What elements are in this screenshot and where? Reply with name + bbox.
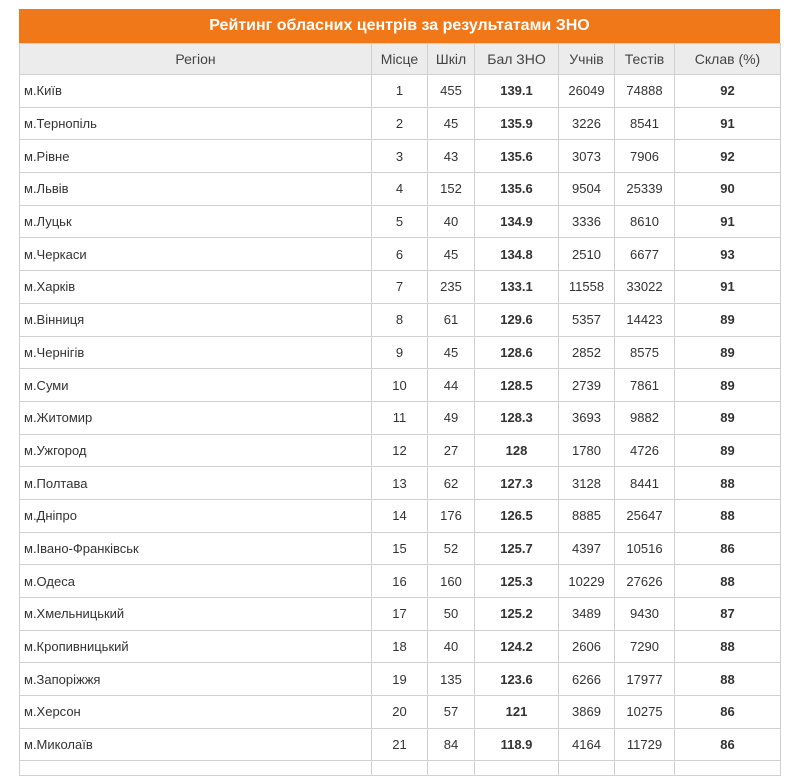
rating-table-container	[19, 9, 780, 776]
cell-score: 128	[475, 434, 559, 467]
cell-students: 3489	[559, 598, 615, 631]
column-header-region: Регіон	[20, 44, 372, 75]
cell-place: 17	[372, 598, 428, 631]
cell-score: 124.2	[475, 630, 559, 663]
cell-score: 135.9	[475, 107, 559, 140]
cell-tests: 7861	[615, 369, 675, 402]
header-row	[20, 44, 781, 75]
cell-tests: 8575	[615, 336, 675, 369]
table-row	[20, 565, 781, 598]
cell-pass-rate: 91	[675, 107, 781, 140]
cell-place: 20	[372, 696, 428, 729]
cell-pass-rate: 86	[675, 728, 781, 761]
cell-score: 128.5	[475, 369, 559, 402]
cell-students: 2510	[559, 238, 615, 271]
cell-score: 121	[475, 696, 559, 729]
table-title: Рейтинг обласних центрів за результатами ЗНО	[19, 9, 780, 43]
cell-place: 12	[372, 434, 428, 467]
cell-schools: 45	[428, 107, 475, 140]
cell-score: 134.8	[475, 238, 559, 271]
table-row-partial	[20, 761, 781, 776]
cell-place: 15	[372, 532, 428, 565]
cell-pass-rate: 86	[675, 532, 781, 565]
cell-region: м.Суми	[20, 369, 372, 402]
cell-schools: 50	[428, 598, 475, 631]
table-row	[20, 728, 781, 761]
cell-region: м.Тернопіль	[20, 107, 372, 140]
cell-pass-rate: 87	[675, 598, 781, 631]
cell-tests: 14423	[615, 303, 675, 336]
table-row	[20, 271, 781, 304]
cell-students: 3693	[559, 401, 615, 434]
cell-region: м.Херсон	[20, 696, 372, 729]
cell-students: 3336	[559, 205, 615, 238]
cell-students: 8885	[559, 499, 615, 532]
rating-table	[19, 43, 781, 776]
cell-score: 133.1	[475, 271, 559, 304]
cell-place: 21	[372, 728, 428, 761]
cell-score: 128.6	[475, 336, 559, 369]
cell-empty	[615, 761, 675, 776]
cell-schools: 160	[428, 565, 475, 598]
cell-place: 2	[372, 107, 428, 140]
cell-empty	[675, 761, 781, 776]
cell-tests: 8441	[615, 467, 675, 500]
cell-schools: 235	[428, 271, 475, 304]
cell-pass-rate: 92	[675, 140, 781, 173]
cell-students: 1780	[559, 434, 615, 467]
cell-place: 9	[372, 336, 428, 369]
table-body	[20, 75, 781, 776]
cell-schools: 57	[428, 696, 475, 729]
table-row	[20, 75, 781, 108]
cell-score: 126.5	[475, 499, 559, 532]
table-row	[20, 401, 781, 434]
cell-schools: 52	[428, 532, 475, 565]
cell-students: 2852	[559, 336, 615, 369]
cell-tests: 74888	[615, 75, 675, 108]
cell-pass-rate: 86	[675, 696, 781, 729]
cell-tests: 9430	[615, 598, 675, 631]
cell-region: м.Рівне	[20, 140, 372, 173]
table-row	[20, 173, 781, 206]
cell-place: 4	[372, 173, 428, 206]
table-row	[20, 238, 781, 271]
column-header-place: Місце	[372, 44, 428, 75]
table-row	[20, 598, 781, 631]
cell-schools: 61	[428, 303, 475, 336]
cell-tests: 10275	[615, 696, 675, 729]
cell-score: 129.6	[475, 303, 559, 336]
cell-schools: 40	[428, 630, 475, 663]
cell-pass-rate: 91	[675, 271, 781, 304]
cell-pass-rate: 88	[675, 630, 781, 663]
cell-score: 125.2	[475, 598, 559, 631]
cell-place: 1	[372, 75, 428, 108]
cell-pass-rate: 88	[675, 663, 781, 696]
cell-region: м.Івано-Франківськ	[20, 532, 372, 565]
cell-region: м.Полтава	[20, 467, 372, 500]
cell-schools: 27	[428, 434, 475, 467]
cell-tests: 4726	[615, 434, 675, 467]
cell-score: 134.9	[475, 205, 559, 238]
cell-students: 3226	[559, 107, 615, 140]
table-row	[20, 696, 781, 729]
cell-tests: 25647	[615, 499, 675, 532]
cell-pass-rate: 88	[675, 565, 781, 598]
cell-region: м.Харків	[20, 271, 372, 304]
cell-place: 3	[372, 140, 428, 173]
cell-score: 118.9	[475, 728, 559, 761]
table-row	[20, 630, 781, 663]
cell-empty	[559, 761, 615, 776]
table-row	[20, 532, 781, 565]
cell-tests: 17977	[615, 663, 675, 696]
cell-students: 4397	[559, 532, 615, 565]
cell-pass-rate: 89	[675, 434, 781, 467]
cell-schools: 62	[428, 467, 475, 500]
cell-place: 14	[372, 499, 428, 532]
table-row	[20, 663, 781, 696]
column-header-pass-rate: Склав (%)	[675, 44, 781, 75]
cell-schools: 152	[428, 173, 475, 206]
cell-tests: 6677	[615, 238, 675, 271]
cell-students: 3073	[559, 140, 615, 173]
table-row	[20, 107, 781, 140]
cell-region: м.Одеса	[20, 565, 372, 598]
cell-pass-rate: 89	[675, 369, 781, 402]
cell-score: 127.3	[475, 467, 559, 500]
column-header-score: Бал ЗНО	[475, 44, 559, 75]
cell-region: м.Чернігів	[20, 336, 372, 369]
cell-tests: 27626	[615, 565, 675, 598]
cell-pass-rate: 88	[675, 467, 781, 500]
cell-tests: 10516	[615, 532, 675, 565]
cell-score: 125.7	[475, 532, 559, 565]
cell-pass-rate: 90	[675, 173, 781, 206]
cell-students: 2739	[559, 369, 615, 402]
cell-schools: 44	[428, 369, 475, 402]
cell-region: м.Дніпро	[20, 499, 372, 532]
cell-place: 5	[372, 205, 428, 238]
cell-tests: 9882	[615, 401, 675, 434]
cell-students: 6266	[559, 663, 615, 696]
column-header-schools: Шкіл	[428, 44, 475, 75]
cell-empty	[475, 761, 559, 776]
cell-empty	[372, 761, 428, 776]
cell-schools: 45	[428, 238, 475, 271]
cell-students: 11558	[559, 271, 615, 304]
cell-tests: 7290	[615, 630, 675, 663]
table-row	[20, 303, 781, 336]
cell-pass-rate: 93	[675, 238, 781, 271]
cell-place: 11	[372, 401, 428, 434]
cell-score: 135.6	[475, 140, 559, 173]
cell-schools: 40	[428, 205, 475, 238]
cell-schools: 49	[428, 401, 475, 434]
cell-students: 26049	[559, 75, 615, 108]
cell-tests: 33022	[615, 271, 675, 304]
table-row	[20, 336, 781, 369]
cell-place: 13	[372, 467, 428, 500]
cell-pass-rate: 91	[675, 205, 781, 238]
cell-region: м.Хмельницький	[20, 598, 372, 631]
cell-region: м.Луцьк	[20, 205, 372, 238]
cell-students: 5357	[559, 303, 615, 336]
cell-empty	[428, 761, 475, 776]
cell-region: м.Миколаїв	[20, 728, 372, 761]
table-row	[20, 140, 781, 173]
cell-pass-rate: 89	[675, 303, 781, 336]
cell-place: 18	[372, 630, 428, 663]
cell-score: 123.6	[475, 663, 559, 696]
cell-tests: 11729	[615, 728, 675, 761]
cell-schools: 84	[428, 728, 475, 761]
cell-place: 6	[372, 238, 428, 271]
cell-schools: 45	[428, 336, 475, 369]
column-header-tests: Тестів	[615, 44, 675, 75]
cell-students: 10229	[559, 565, 615, 598]
table-row	[20, 467, 781, 500]
cell-region: м.Житомир	[20, 401, 372, 434]
cell-tests: 8541	[615, 107, 675, 140]
cell-students: 3128	[559, 467, 615, 500]
cell-score: 139.1	[475, 75, 559, 108]
table-row	[20, 369, 781, 402]
cell-schools: 455	[428, 75, 475, 108]
cell-tests: 8610	[615, 205, 675, 238]
cell-students: 9504	[559, 173, 615, 206]
cell-region: м.Київ	[20, 75, 372, 108]
table-row	[20, 499, 781, 532]
cell-region: м.Черкаси	[20, 238, 372, 271]
cell-students: 2606	[559, 630, 615, 663]
table-row	[20, 434, 781, 467]
cell-pass-rate: 89	[675, 336, 781, 369]
cell-schools: 135	[428, 663, 475, 696]
cell-schools: 43	[428, 140, 475, 173]
cell-students: 4164	[559, 728, 615, 761]
cell-region: м.Кропивницький	[20, 630, 372, 663]
cell-place: 10	[372, 369, 428, 402]
cell-place: 19	[372, 663, 428, 696]
cell-place: 8	[372, 303, 428, 336]
cell-place: 16	[372, 565, 428, 598]
cell-students: 3869	[559, 696, 615, 729]
cell-region: м.Ужгород	[20, 434, 372, 467]
cell-region: м.Вінниця	[20, 303, 372, 336]
cell-score: 135.6	[475, 173, 559, 206]
cell-place: 7	[372, 271, 428, 304]
cell-pass-rate: 89	[675, 401, 781, 434]
cell-tests: 25339	[615, 173, 675, 206]
cell-empty	[20, 761, 372, 776]
cell-region: м.Запоріжжя	[20, 663, 372, 696]
table-row	[20, 205, 781, 238]
cell-pass-rate: 88	[675, 499, 781, 532]
column-header-students: Учнів	[559, 44, 615, 75]
cell-pass-rate: 92	[675, 75, 781, 108]
cell-score: 125.3	[475, 565, 559, 598]
cell-tests: 7906	[615, 140, 675, 173]
cell-region: м.Львів	[20, 173, 372, 206]
cell-schools: 176	[428, 499, 475, 532]
cell-score: 128.3	[475, 401, 559, 434]
